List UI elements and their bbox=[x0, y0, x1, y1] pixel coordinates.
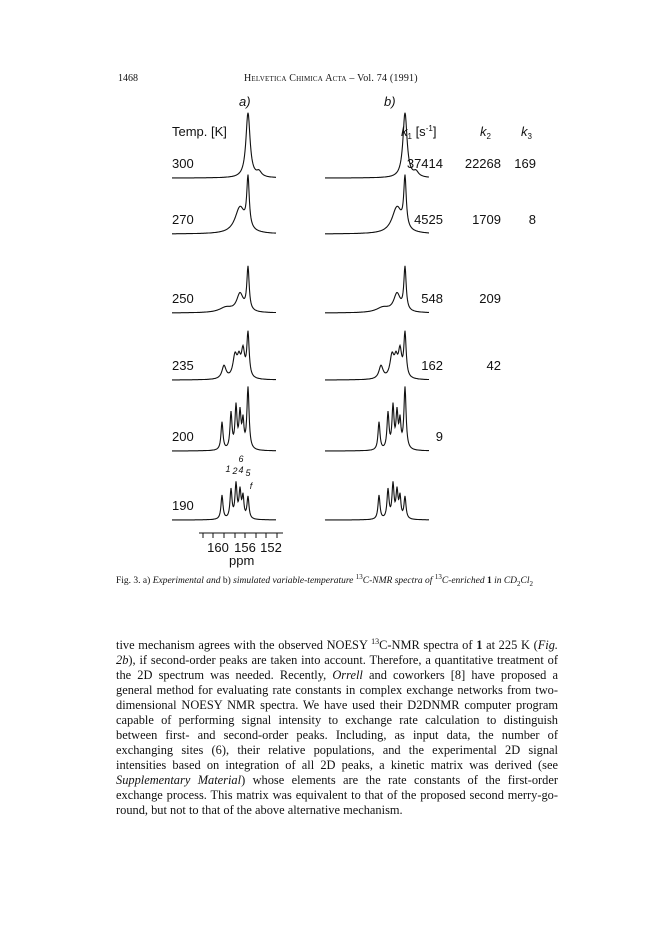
temperature-label: 300 bbox=[172, 156, 194, 171]
k1-value: 37414 bbox=[406, 156, 443, 171]
temperature-label: 235 bbox=[172, 358, 194, 373]
svg-text:k1 [s-1]: $k_1$ $[s^{-1}]$ bbox=[401, 124, 437, 141]
k3-value: 169 bbox=[514, 156, 536, 171]
k3-value: 8 bbox=[528, 212, 536, 227]
body-paragraph: tive mechanism agrees with the observed NOESY $^{13}$C-NMR spectra of 1 at 225 K (Fig. 2b), if second-order peaks are taken into account. Therefore, a quantitative treatment of the 2D spectrum was needed. Recently, Orrell and coworkers [8] have proposed a general method for evaluating rate constants in complex exchange networks from two-dimensional NOESY NMR spectra. We have used their D2DNMR computer program capable of performing signal intensity to exchange rate calculation to distinguish between first- and second-order peaks. Including, as input data, the number of exchanging sites (6), their relative populations, and the experimental 2D signal intensities based on integration of all 2D peaks, a kinetic matrix was derived (see Supplementary Material) whose elements are the rate constants of the first-order exchange process. This matrix was equivalent to that of the proposed second merry-go-round, but not to that of the above alternative mechanism. bbox=[116, 637, 559, 818]
k1-value: 9 bbox=[435, 429, 443, 444]
simulated-spectrum-190K bbox=[325, 481, 429, 520]
panel-a-label: a) bbox=[239, 94, 251, 109]
temperature-header: Temp. [K] bbox=[172, 124, 227, 139]
k3-column bbox=[514, 156, 536, 227]
temperature-label: 270 bbox=[172, 212, 194, 227]
k2-value: 22268 bbox=[464, 156, 501, 171]
temperature-label: 190 bbox=[172, 498, 194, 513]
k2-value: 209 bbox=[479, 291, 501, 306]
k1-value: 162 bbox=[421, 358, 443, 373]
peak-assignment-labels bbox=[225, 454, 253, 491]
temperature-label: 200 bbox=[172, 429, 194, 444]
simulated-spectra bbox=[325, 113, 429, 520]
peak-label: 1 bbox=[225, 464, 231, 474]
journal-running-head: Helvetica Chimica Acta – Vol. 74 (1991) bbox=[244, 73, 418, 84]
experimental-spectra bbox=[172, 113, 276, 520]
figure-caption: Fig. 3. a) Experimental and b) simulated variable-temperature $^{13}$C-NMR spectra of $^{13}$C-enriched 1 in $CD_2Cl_2$ bbox=[116, 573, 534, 589]
simulated-spectrum-235K bbox=[325, 331, 429, 380]
page-number: 1468 bbox=[118, 73, 138, 84]
axis-tick-label: 160 bbox=[207, 540, 229, 555]
temperature-column bbox=[172, 156, 194, 513]
ppm-unit-label: ppm bbox=[229, 553, 255, 568]
temperature-label: 250 bbox=[172, 291, 194, 306]
simulated-spectrum-200K bbox=[325, 386, 429, 451]
k1-value: 548 bbox=[421, 291, 443, 306]
k2-column bbox=[465, 156, 501, 373]
k2-value: 1709 bbox=[472, 212, 501, 227]
k1-column bbox=[407, 156, 443, 444]
svg-text:k2: $k_2$ bbox=[480, 124, 491, 141]
peak-label: f bbox=[249, 481, 253, 491]
axis-tick-label: 152 bbox=[260, 540, 282, 555]
peak-label: 2 bbox=[232, 466, 238, 476]
simulated-spectrum-250K bbox=[325, 266, 429, 313]
k2-header bbox=[480, 124, 492, 141]
peak-label: 4 bbox=[238, 465, 244, 475]
k3-header bbox=[521, 124, 533, 141]
svg-text:k3: $k_3$ bbox=[521, 124, 532, 141]
k1-header bbox=[401, 124, 436, 141]
k2-value: 42 bbox=[486, 358, 501, 373]
axis-tick-label: 156 bbox=[234, 540, 256, 555]
panel-b-label: b) bbox=[384, 94, 396, 109]
peak-label: 5 bbox=[245, 468, 251, 478]
peak-label: 6 bbox=[238, 454, 244, 464]
ppm-axis bbox=[199, 533, 283, 568]
k1-value: 4525 bbox=[414, 212, 443, 227]
